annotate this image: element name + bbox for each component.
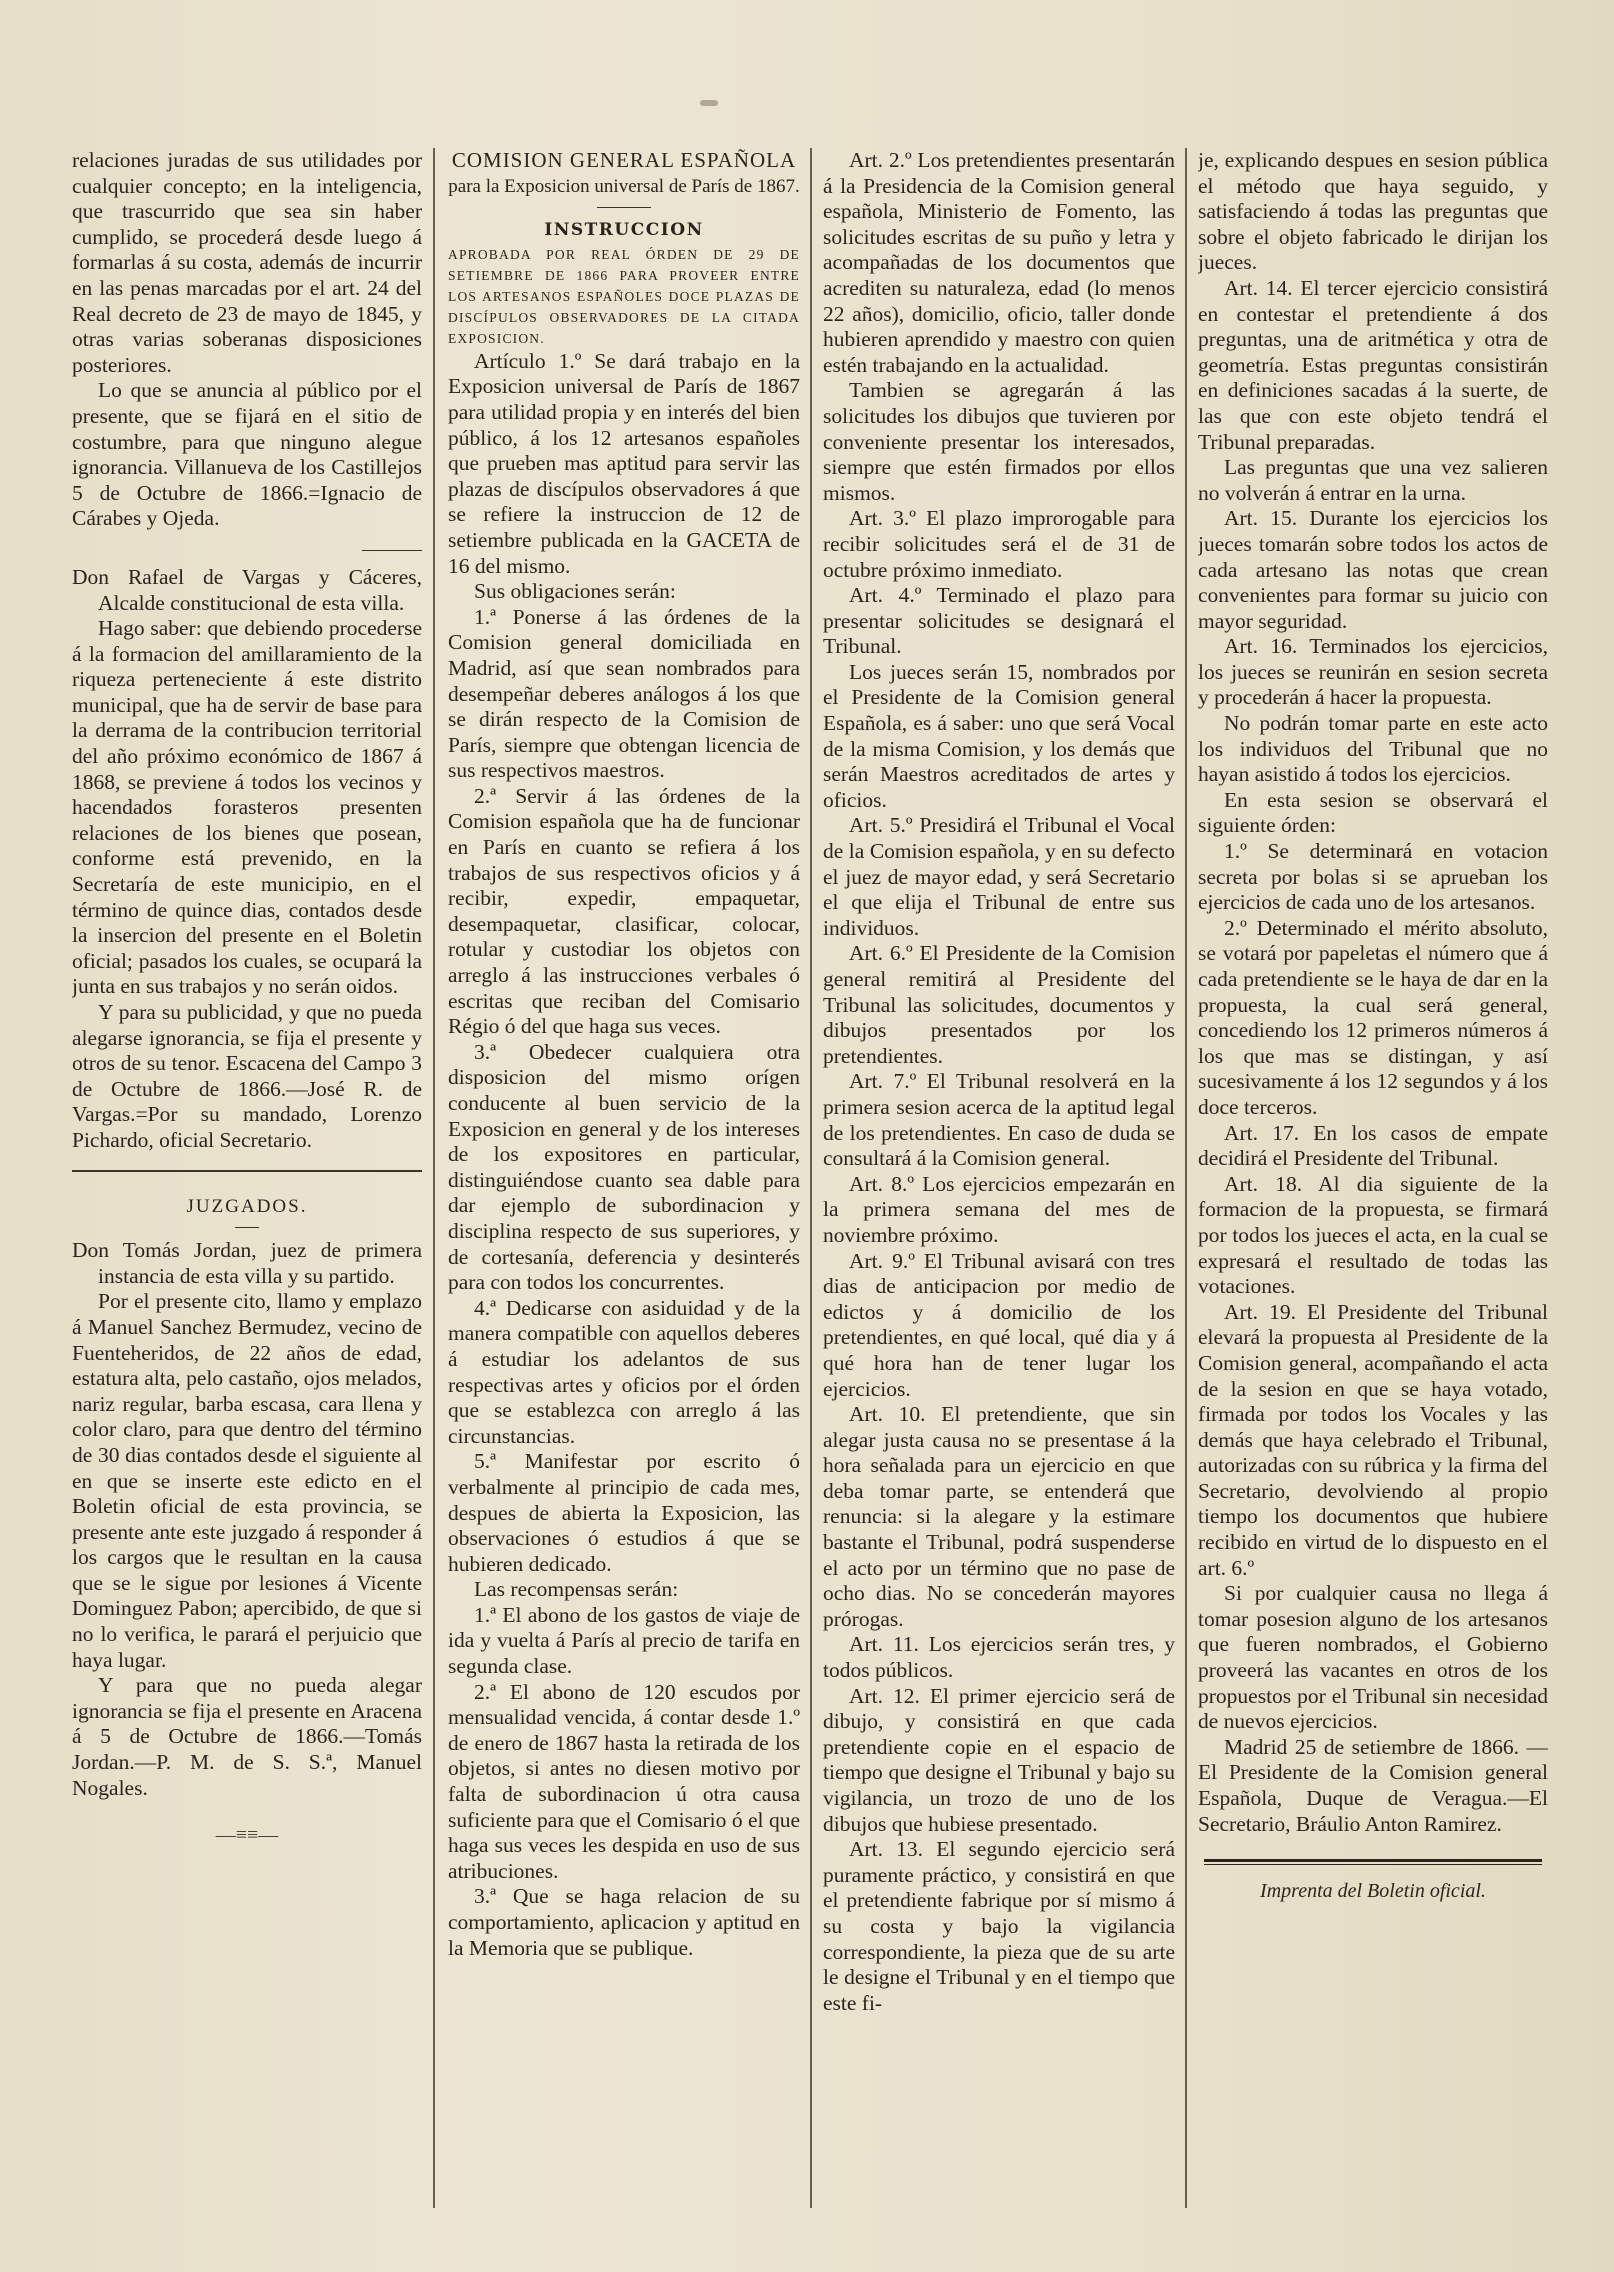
footer-rule-thin (1204, 1864, 1542, 1865)
paragraph: Art. 12. El primer ejercicio será de dibujo, y consistirá en que cada pretendiente copie en el espacio de tiempo que designe el Tribunal y bajo su vigilancia, un trozo de uno de los dibujos que hubiese presentado. (823, 1683, 1175, 1836)
paragraph: 2.ª Servir á las órdenes de la Comision española que ha de funcionar en París en cuanto se refiera á los trabajos de sus respectivos oficios y á recibir, expedir, empaquetar, desempaquetar, clasificar, colocar, rotular y custodiar los objetos con arreglo á las instrucciones verbales ó escritas que reciban del Comisario Régio ó del que haga sus veces. (448, 783, 800, 1039)
paragraph: Por el presente cito, llamo y emplazo á Manuel Sanchez Bermudez, vecino de Fuenteheridos, de 22 años de edad, estatura alta, pelo castaño, ojos melados, nariz regular, barba escasa, cara llena y color claro, para que dentro del término de 30 dias contados desde el siguiente al en que se inserte este edicto en el Boletin oficial de esta provincia, se presente ante este juzgado á responder á los cargos que le resultan en la causa que se le sigue por lesiones á Vicente Dominguez Pabon; apercibido, de que si no lo verifica, le parará el perjuicio que haya lugar. (72, 1289, 422, 1672)
paragraph: Tambien se agregarán á las solicitudes los dibujos que tuvieren por conveniente presentar los interesados, siempre que estén firmados por ellos mismos. (823, 378, 1175, 505)
paragraph: 2.º Determinado el mérito absoluto, se votará por papeletas el número que á cada pretendiente se le haya de dar en la propuesta, la cual será general, concediendo los 12 primeros números á los que mas se distingan, y así sucesivamente á los 12 segundos y á los doce terceros. (1198, 915, 1548, 1119)
paragraph: Art. 17. En los casos de empate decidirá el Presidente del Tribunal. (1198, 1120, 1548, 1171)
paragraph: Art. 5.º Presidirá el Tribunal el Vocal de la Comision española, y en su defecto el juez de mayor edad, y será Secretario el que elija el Tribunal de entre sus individuos. (823, 813, 1175, 940)
paragraph: Hago saber: que debiendo procederse á la formacion del amillaramiento de la riqueza perteneciente á este distrito municipal, que ha de servir de base para la derrama de la contribucion territorial del año próximo económico de 1867 á 1868, se previene á todos los vecinos y hacendados forasteros presenten relaciones de los bienes que posean, conforme está prevenido, en la Secretaría de este municipio, en el término de quince dias, contados desde la insercion del presente en el Boletin oficial; pasados los cuales, se ocupará la junta en sus trabajos y no serán oidos. (72, 616, 422, 999)
paragraph: Sus obligaciones serán: (474, 579, 676, 604)
column-rule (810, 148, 812, 2208)
paragraph: Art. 4.º Terminado el plazo para presentar solicitudes se designará el Tribunal. (823, 583, 1175, 659)
column-1 (72, 148, 422, 2228)
section-title: JUZGADOS. (186, 1195, 308, 1217)
paragraph: Art. 11. Los ejercicios serán tres, y todos públicos. (823, 1632, 1175, 1683)
paragraph: 1.º Se determinará en votacion secreta por bolas si se aprueban los ejercicios de cada uno de los artesanos. (1198, 839, 1548, 915)
paragraph: Art. 14. El tercer ejercicio consistirá en contestar el pretendiente á dos preguntas, una de aritmética y otra de geometría. Estas preguntas consistirán en definiciones sacadas á la suerte, de las que con este objeto tendrá el Tribunal preparadas. (1198, 275, 1548, 454)
paragraph: Art. 6.º El Presidente de la Comision general remitirá al Presidente del Tribunal las solicitudes, documentos y dibujos presentados por los pretendientes. (823, 941, 1175, 1068)
paragraph: Art. 2.º Los pretendientes presentarán á la Presidencia de la Comision general española, Ministerio de Fomento, las solicitudes escritas de su puño y letra y acompañadas de los documentos que acrediten su naturaleza, edad (lo menos 22 años), domicilio, oficio, taller donde hubieren aprendido y maestro con quien estén trabajando en la actualidad. (823, 148, 1175, 377)
paragraph: 2.ª El abono de 120 escudos por mensualidad vencida, á contar desde 1.º de enero de 1867 hasta la retirada de los objetos, si antes no diesen motivo por falta de subordinacion ú otra causa suficiente para que el Comisario ó el que haga sus veces les despida en uso de sus atribuciones. (448, 1679, 800, 1883)
divider (362, 550, 422, 551)
instruction-title: INSTRUCCION (544, 220, 704, 241)
divider (597, 207, 651, 208)
paragraph: Art. 8.º Los ejercicios empezarán en la primera semana del mes de noviembre próximo. (823, 1171, 1175, 1247)
printer-imprint: Imprenta del Boletin oficial. (1260, 1880, 1486, 1903)
paragraph: Si por cualquier causa no llega á tomar posesion alguno de los artesanos que fueren nombrados, el Gobierno proveerá las vacantes en otros de los propuestos por el Tribunal sin necesidad de nuevos ejercicios. (1198, 1581, 1548, 1734)
top-mark (700, 100, 718, 106)
paragraph: Y para su publicidad, y que no pueda alegarse ignorancia, se fija el presente y otros de su tenor. Escacena del Campo 3 de Octubre de 1866.—José R. de Vargas.=Por su mandado, Lorenzo Pichardo, oficial Secretario. (72, 1000, 422, 1152)
paragraph: 3.ª Que se haga relacion de su comportamiento, aplicacion y aptitud en la Memoria que se publique. (448, 1884, 800, 1960)
paragraph: En esta sesion se observará el siguiente órden: (1198, 787, 1548, 838)
paragraph: Art. 3.º El plazo improrogable para recibir solicitudes será el de 31 de octubre próximo inmediato. (823, 506, 1175, 582)
paragraph: Art. 9.º El Tribunal avisará con tres dias de anticipacion por medio de edictos y á domicilio de los pretendientes, en qué local, qué dia y á qué hora han de tener lugar los ejercicios. (823, 1248, 1175, 1401)
paragraph: Art. 16. Terminados los ejercicios, los jueces se reunirán en sesion secreta y procederán á hacer la propuesta. (1198, 634, 1548, 710)
section-divider (72, 1170, 422, 1172)
paragraph: 3.ª Obedecer cualquiera otra disposicion del mismo orígen conducente al buen servicio de la Exposicion en general y de los intereses de los expositores en particular, distinguiéndose cuanto sea dable para dar ejemplo de subordinacion y disciplina respecto de sus superiores, y de cortesanía, deferencia y desinterés para con todos los concurrentes. (448, 1039, 800, 1295)
paragraph: 1.ª El abono de los gastos de viaje de ida y vuelta á París al precio de tarifa en segunda clase. (448, 1602, 800, 1679)
divider (235, 1227, 259, 1228)
paragraph: Y para que no pueda alegar ignorancia se fija el presente en Aracena á 5 de Octubre de 1866.—Tomás Jordan.—P. M. de S. S.ª, Manuel Nogales. (72, 1673, 422, 1800)
footer-rule (1204, 1859, 1542, 1862)
paragraph: Las preguntas que una vez salieren no volverán á entrar en la urna. (1198, 455, 1548, 505)
column-rule (1185, 148, 1187, 2208)
paragraph: Art. 15. Durante los ejercicios los jueces tomarán sobre todos los actos de cada artesano las notas que crean convenientes para formar su juicio con mayor seguridad. (1198, 506, 1548, 633)
instruction-subtitle: APROBADA POR REAL ÓRDEN DE 29 DE SETIEMBRE DE 1866 PARA PROVEER ENTRE LOS ARTESANOS ESPAÑOLES DOCE PLAZAS DE DISCÍPULOS OBSERVADORES DE LA CITADA EXPOSICION. (448, 246, 800, 346)
paragraph: Lo que se anuncia al público por el presente, que se fijará en el sitio de costumbre, para que ninguno alegue ignorancia. Villanueva de los Castillejos 5 de Octubre de 1866.=Ignacio de Cárabes y Ojeda. (72, 378, 422, 531)
paragraph: Art. 19. El Presidente del Tribunal elevará la propuesta al Presidente de la Comision general, acompañando el acta de la sesion en que se haya votado, firmada por todos los Vocales y las demás que haya celebrado el Tribunal, autorizadas con su rúbrica y la firma del Secretario, devolviendo al propio tiempo los documentos que hubiere recibido en virtud de lo dispuesto en el art. 6.º (1198, 1299, 1548, 1580)
column-2 (448, 148, 800, 2228)
signature-paragraph: Madrid 25 de setiembre de 1866. —El Presidente de la Comision general Española, Duque de Veragua.—El Secretario, Bráulio Anton Ramirez. (1198, 1734, 1548, 1836)
paragraph: relaciones juradas de sus utilidades por cualquier concepto; en la inteligencia, que trascurrido que sea sin haber cumplido, se procederá desde luego á formarlas á su costa, además de incurrir en las penas marcadas por el art. 24 del Real decreto de 23 de mayo de 1845, y otras varias soberanas disposiciones posteriores. (72, 148, 422, 377)
column-4 (1198, 148, 1548, 2228)
paragraph: 5.ª Manifestar por escrito ó verbalmente al principio de cada mes, despues de abierta la Exposicion, las observaciones ó estudios á que se hubieren dedicado. (448, 1449, 800, 1576)
paragraph: Los jueces serán 15, nombrados por el Presidente de la Comision general Española, es á saber: uno que será Vocal de la misma Comision, y los demás que serán Maestros acreditados de artes y oficios. (823, 659, 1175, 812)
column-rule (433, 148, 435, 2208)
paragraph: Las recompensas serán: (474, 1577, 679, 1602)
paragraph: Artículo 1.º Se dará trabajo en la Exposicion universal de París de 1867 para utilidad propia y en interés del bien público, á los 12 artesanos españoles que prueben mas aptitud para servir las plazas de discípulos observadores á que se refiere la instruccion de 12 de setiembre publicada en la GACETA de 16 del mismo. (448, 348, 800, 578)
section-title: COMISION GENERAL ESPAÑOLA (451, 148, 797, 172)
paragraph: Art. 13. El segundo ejercicio será puramente práctico, y consistirá en que el pretendiente fabrique por sí mismo á su costa y bajo la vigilancia correspondiente, la pieza que de su arte le designe el Tribunal y en el tiempo que este fi- (823, 1837, 1175, 2015)
paragraph: je, explicando despues en sesion pública el método que haya seguido, y satisfaciendo á todas las preguntas que sobre el objeto fabricado le dirijan los jueces. (1198, 148, 1548, 275)
paragraph: 1.ª Ponerse á las órdenes de la Comision general domiciliada en Madrid, así que sean nombrados para desempeñar deberes análogos á los que se dirán respecto de la Comision de París, siempre que obtengan licencia de sus respectivos maestros. (448, 604, 800, 783)
paragraph: 4.ª Dedicarse con asiduidad y de la manera compatible con aquellos deberes á estudiar los adelantos de sus respectivas artes y oficios por el órden que se establezca con arreglo á las circunstancias. (448, 1295, 800, 1448)
section-subtitle: para la Exposicion universal de París de 1867. (448, 175, 800, 197)
edict-heading: Don Tomás Jordan, juez de primera instancia de esta villa y su partido. (72, 1238, 422, 1288)
ornament: —≡≡— (215, 1824, 279, 1847)
paragraph: Art. 10. El pretendiente, que sin alegar justa causa no se presentase á la hora señalada para un ejercicio en que deba tomar parte, se entenderá que renuncia: si la alegare y la estimare bastante el Tribunal, podrá suspenderse el acto por un término que no pase de ocho dias. No se concederán mayores prórogas. (823, 1402, 1175, 1631)
paragraph: Art. 18. Al dia siguiente de la formacion de la propuesta, se firmará por todos los jueces el acta, en la cual se expresará el resultado de todas las votaciones. (1198, 1171, 1548, 1299)
column-3 (823, 148, 1175, 2228)
paragraph: Art. 7.º El Tribunal resolverá en la primera sesion acerca de la aptitud legal de los pretendientes. En caso de duda se consultará á la Comision general. (823, 1069, 1175, 1171)
paragraph: No podrán tomar parte en este acto los individuos del Tribunal que no hayan asistido á todos los ejercicios. (1198, 711, 1548, 787)
edict-heading: Don Rafael de Vargas y Cáceres, Alcalde constitucional de esta villa. (72, 564, 422, 615)
